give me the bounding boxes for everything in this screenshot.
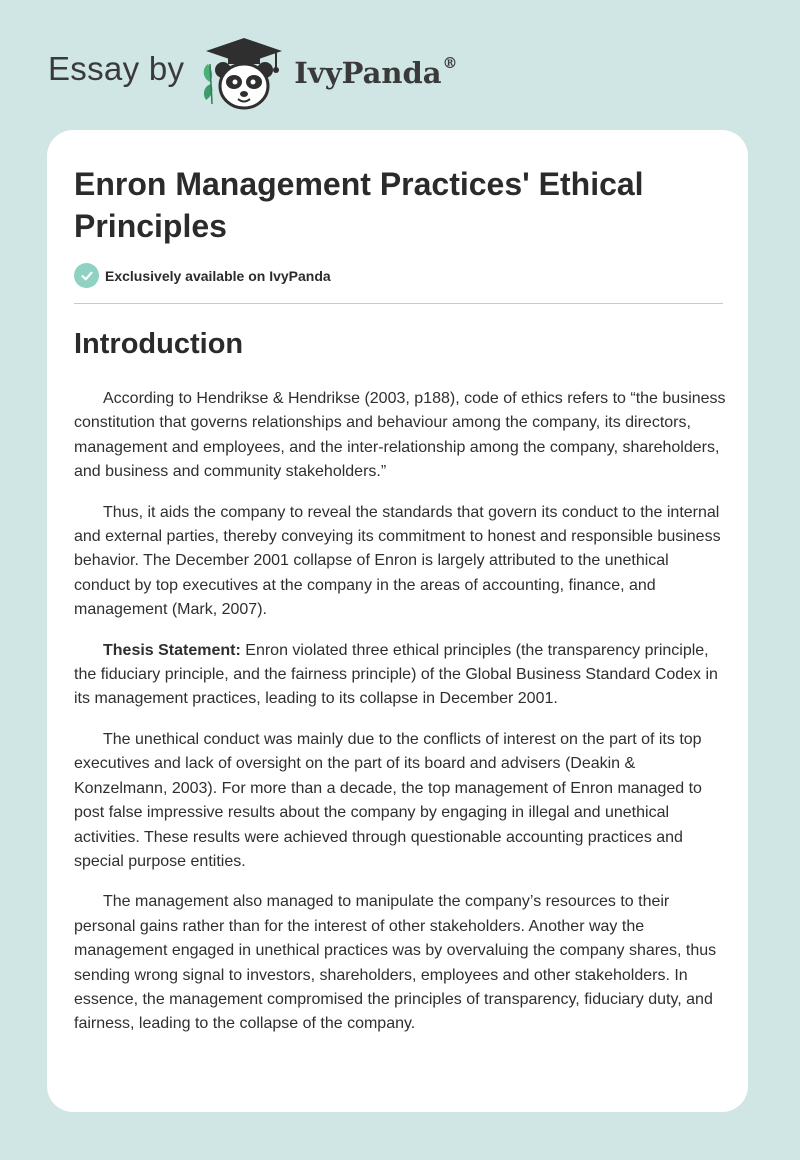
exclusive-badge: [74, 263, 331, 288]
essay-by-label: Essay by: [48, 50, 185, 87]
exclusive-label: Exclusively available on IvyPanda: [105, 267, 331, 284]
brand-name[interactable]: [294, 56, 457, 90]
article-title: Enron Management Practices' Ethical Principles: [74, 166, 644, 244]
thesis-text: Enron violated three ethical principles (the transparency principle, the fiduciary principle, and the fairness principle) of the Global Business Standard Codex in its management practices, leading to its collapse in December 2001.: [74, 641, 718, 708]
paragraph: According to Hendrikse & Hendrikse (2003, p188), code of ethics refers to “the business constitution that governs relationships and behaviour among the company, its directors, management and employees, and the inter-relationship among the company, shareholders, and business and community stakeholders.”: [74, 390, 726, 481]
paragraph: Thus, it aids the company to reveal the standards that govern its conduct to the internal and external parties, thereby conveying its commitment to honest and responsible business behavior. The December 2001 collapse of Enron is largely attributed to the unethical conduct by top executives at the company in the areas of accounting, finance, and management (Mark, 2007).: [74, 503, 721, 619]
site-header: [48, 34, 458, 114]
article-body: [74, 387, 726, 1053]
brand-name-text: IvyPanda: [294, 56, 442, 90]
paragraph: The unethical conduct was mainly due to the conflicts of interest on the part of its top executives and lack of oversight on the part of its board and advisers (Deakin & Konzelmann, 2003). For more than a decade, the top management of Enron managed to post false impressive results about the company by engaging in illegal and unethical activities. These results were achieved through questionable accounting practices and special purpose entities.: [74, 730, 702, 870]
divider: [74, 303, 723, 304]
panda-graduate-logo-icon[interactable]: [198, 34, 290, 114]
thesis-paragraph: [74, 639, 726, 712]
paragraph: The management also managed to manipulate the company’s resources to their personal gains rather than for the interest of other stakeholders. Another way the management engaged in unethical practices was by overvaluing the company shares, thus sending wrong signal to investors, shareholders, employees and other stakeholders. In essence, the management compromised the principles of transparency, fiduciary duty, and fairness, leading to the collapse of the company.: [74, 893, 717, 1033]
thesis-label: Thesis Statement:: [103, 641, 241, 659]
section-heading-introduction: Introduction: [74, 328, 244, 360]
article-card: [47, 130, 748, 1112]
registered-mark: ®: [442, 54, 458, 72]
check-circle-icon: [74, 263, 99, 288]
